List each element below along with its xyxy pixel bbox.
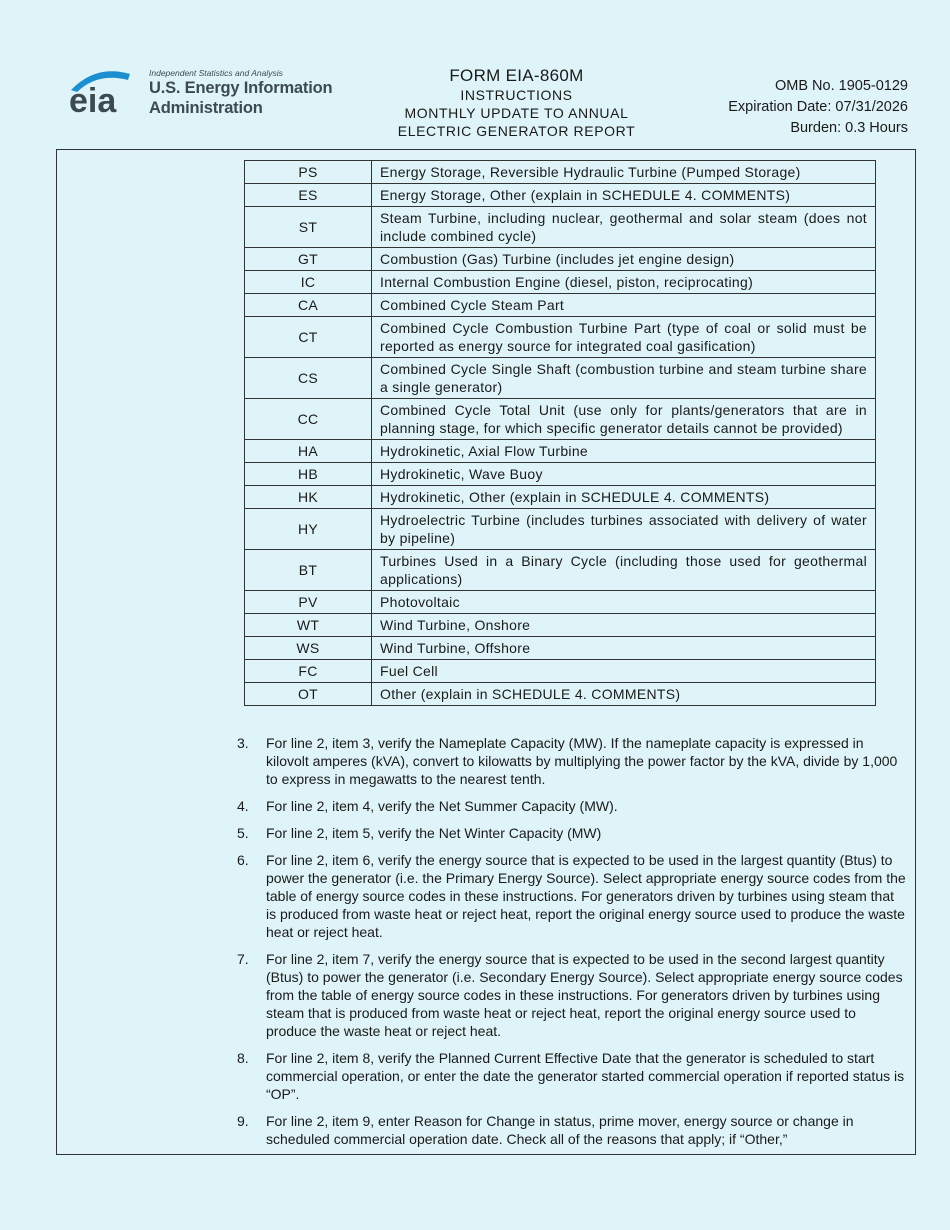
prime-mover-description: Hydrokinetic, Wave Buoy — [372, 463, 876, 486]
prime-mover-code: BT — [245, 550, 372, 591]
prime-mover-description: Other (explain in SCHEDULE 4. COMMENTS) — [372, 683, 876, 706]
list-item — [237, 824, 907, 842]
list-item-number: 8. — [237, 1050, 249, 1066]
table-row — [245, 637, 876, 660]
prime-mover-description: Energy Storage, Reversible Hydraulic Turbine (Pumped Storage) — [372, 161, 876, 184]
prime-mover-description: Photovoltaic — [372, 591, 876, 614]
prime-mover-code: CA — [245, 294, 372, 317]
prime-mover-description: Hydrokinetic, Axial Flow Turbine — [372, 440, 876, 463]
table-row — [245, 683, 876, 706]
prime-mover-code: GT — [245, 248, 372, 271]
page-header — [0, 0, 950, 148]
list-item-text: For line 2, item 9, enter Reason for Change in status, prime mover, energy source or change in scheduled commercial operation date. Check all of the reasons that apply; if “Other,” — [266, 1113, 854, 1147]
prime-mover-description: Combustion (Gas) Turbine (includes jet engine design) — [372, 248, 876, 271]
list-item — [237, 1112, 907, 1148]
prime-mover-description: Turbines Used in a Binary Cycle (including those used for geothermal applications) — [372, 550, 876, 591]
prime-mover-description: Steam Turbine, including nuclear, geothermal and solar steam (does not include combined cycle) — [372, 207, 876, 248]
prime-mover-description: Combined Cycle Single Shaft (combustion turbine and steam turbine share a single generator) — [372, 358, 876, 399]
expiration-date: Expiration Date: 07/31/2026 — [728, 99, 908, 115]
eia-logo — [68, 66, 358, 120]
prime-mover-code: PV — [245, 591, 372, 614]
list-item-text: For line 2, item 4, verify the Net Summer Capacity (MW). — [266, 798, 618, 814]
prime-mover-description: Hydroelectric Turbine (includes turbines associated with delivery of water by pipeline) — [372, 509, 876, 550]
table-row — [245, 660, 876, 683]
table-row — [245, 399, 876, 440]
table-row — [245, 591, 876, 614]
table-row — [245, 614, 876, 637]
burden-hours: Burden: 0.3 Hours — [790, 120, 908, 136]
prime-mover-code: ES — [245, 184, 372, 207]
list-item — [237, 851, 907, 941]
logo-wordmark: eia — [69, 82, 117, 120]
list-item-number: 4. — [237, 798, 249, 814]
table-row — [245, 271, 876, 294]
list-item-number: 3. — [237, 735, 249, 751]
prime-mover-codes-table-body — [245, 161, 876, 706]
list-item-text: For line 2, item 7, verify the energy source that is expected to be used in the second largest quantity (Btus) to power the generator (i.e. Secondary Energy Source). Select appropriate energy source codes from the table of energy source codes in these instructions. For generators driven by turbines using steam that is produced from waste heat or reject heat, report the original energy source used to produce the waste heat or reject heat. — [266, 951, 903, 1039]
omb-info — [728, 76, 908, 139]
prime-mover-description: Internal Combustion Engine (diesel, piston, reciprocating) — [372, 271, 876, 294]
prime-mover-description: Combined Cycle Steam Part — [372, 294, 876, 317]
list-item-text: For line 2, item 5, verify the Net Winter Capacity (MW) — [266, 825, 602, 841]
table-row — [245, 207, 876, 248]
list-item-text: For line 2, item 3, verify the Nameplate Capacity (MW). If the nameplate capacity is expressed in kilovolt amperes (kVA), convert to kilowatts by multiplying the power factor by the kVA, divide by 1,000 to express in megawatts to the nearest tenth. — [266, 735, 898, 787]
prime-mover-description: Combined Cycle Total Unit (use only for plants/generators that are in planning stage, for which specific generator details cannot be provided) — [372, 399, 876, 440]
prime-mover-codes-table — [244, 160, 876, 706]
prime-mover-code: HB — [245, 463, 372, 486]
table-row — [245, 440, 876, 463]
prime-mover-description: Wind Turbine, Onshore — [372, 614, 876, 637]
list-item — [237, 797, 907, 815]
table-row — [245, 317, 876, 358]
logo-tagline: Independent Statistics and Analysis — [149, 68, 283, 78]
form-title: FORM EIA-860M — [449, 66, 584, 85]
instructions-list — [237, 734, 907, 1155]
subtitle-generator-report: ELECTRIC GENERATOR REPORT — [397, 123, 636, 139]
prime-mover-code: IC — [245, 271, 372, 294]
prime-mover-code: HY — [245, 509, 372, 550]
table-row — [245, 161, 876, 184]
table-row — [245, 550, 876, 591]
form-title-block — [375, 66, 658, 140]
prime-mover-code: OT — [245, 683, 372, 706]
prime-mover-code: PS — [245, 161, 372, 184]
table-row — [245, 463, 876, 486]
prime-mover-code: WS — [245, 637, 372, 660]
table-row — [245, 358, 876, 399]
subtitle-monthly-update: MONTHLY UPDATE TO ANNUAL — [404, 105, 629, 121]
list-item-number: 5. — [237, 825, 249, 841]
table-row — [245, 248, 876, 271]
list-item-number: 7. — [237, 951, 249, 967]
subtitle-instructions: INSTRUCTIONS — [460, 87, 573, 103]
prime-mover-code: ST — [245, 207, 372, 248]
table-row — [245, 184, 876, 207]
prime-mover-description: Hydrokinetic, Other (explain in SCHEDULE 4. COMMENTS) — [372, 486, 876, 509]
omb-number: OMB No. 1905-0129 — [775, 78, 908, 94]
table-row — [245, 509, 876, 550]
eia-logo-mark — [68, 66, 148, 120]
list-item-number: 6. — [237, 852, 249, 868]
prime-mover-code: HA — [245, 440, 372, 463]
prime-mover-description: Wind Turbine, Offshore — [372, 637, 876, 660]
prime-mover-code: CC — [245, 399, 372, 440]
list-item — [237, 734, 907, 788]
list-item-text: For line 2, item 8, verify the Planned Current Effective Date that the generator is scheduled to start commercial operation, or enter the date the generator started commercial operation if reported status is “OP”. — [266, 1050, 905, 1102]
table-row — [245, 294, 876, 317]
prime-mover-code: WT — [245, 614, 372, 637]
prime-mover-description: Combined Cycle Combustion Turbine Part (type of coal or solid must be reported as energy source for integrated coal gasification) — [372, 317, 876, 358]
prime-mover-code: HK — [245, 486, 372, 509]
list-item — [237, 1049, 907, 1103]
table-row — [245, 486, 876, 509]
prime-mover-code: CT — [245, 317, 372, 358]
prime-mover-code: FC — [245, 660, 372, 683]
prime-mover-description: Energy Storage, Other (explain in SCHEDULE 4. COMMENTS) — [372, 184, 876, 207]
list-item-number: 9. — [237, 1113, 249, 1129]
prime-mover-description: Fuel Cell — [372, 660, 876, 683]
logo-name-line2: Administration — [149, 99, 263, 117]
instructions-content-box — [56, 149, 916, 1155]
list-item-text: For line 2, item 6, verify the energy source that is expected to be used in the largest quantity (Btus) to power the generator (i.e. the Primary Energy Source). Select appropriate energy source codes from the table of energy source codes in these instructions. For generators driven by turbines using steam that is produced from waste heat or reject heat, report the original energy source used to produce the waste heat or reject heat. — [266, 852, 906, 940]
logo-name-line1: U.S. Energy Information — [149, 79, 333, 97]
list-item — [237, 950, 907, 1040]
prime-mover-code: CS — [245, 358, 372, 399]
